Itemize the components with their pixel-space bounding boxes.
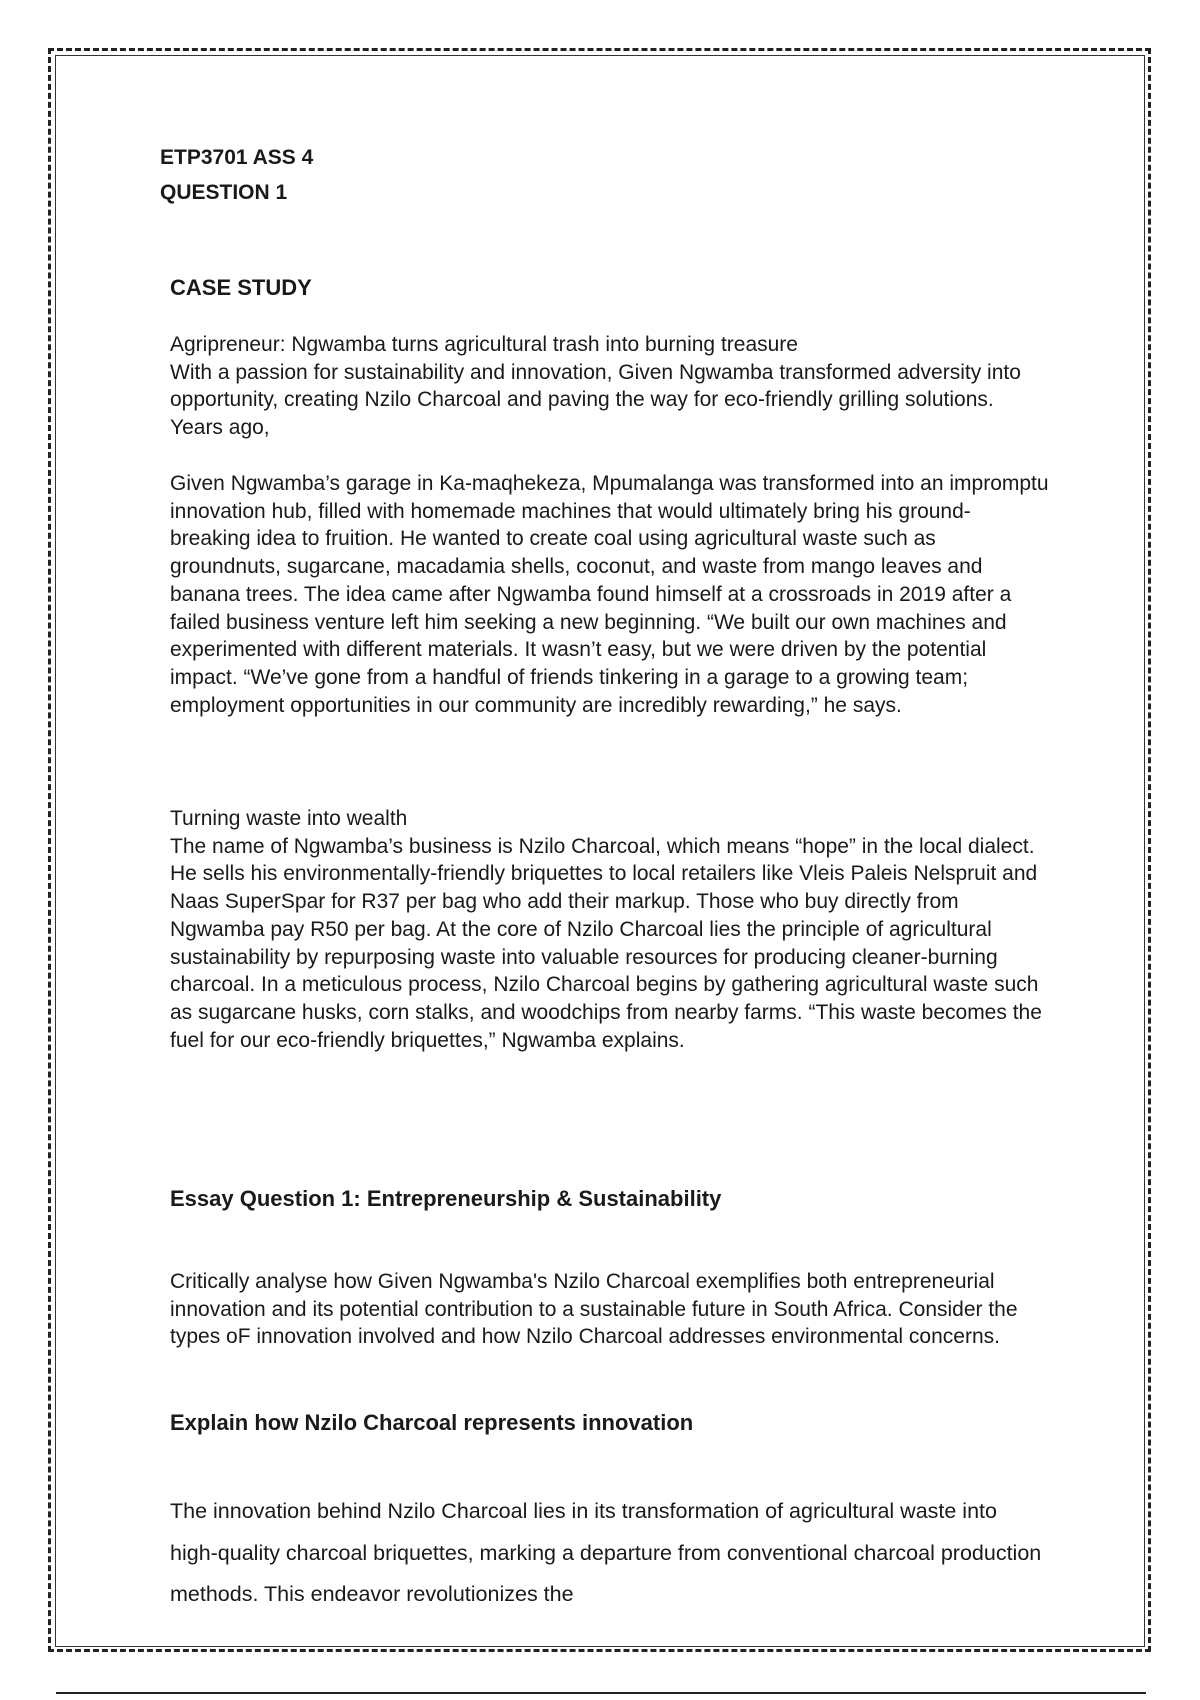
case-study-paragraph-2 <box>170 470 1050 719</box>
case-study-intro <box>170 331 1050 442</box>
question-label: QUESTION 1 <box>160 181 288 204</box>
case-study-paragraph-3 <box>170 805 1050 1054</box>
case-study-heading: CASE STUDY <box>170 275 312 300</box>
essay-prompt <box>170 1268 1050 1351</box>
section-title-waste-wealth: Turning waste into wealth <box>170 807 408 830</box>
business-paragraph: The name of Ngwamba’s business is Nzilo Charcoal, which means “hope” in the local dialect. He sells his environmentally-friendly briquettes to local retailers like Vleis Paleis Nelspruit and Naas SuperSpar for R37 per bag who add their markup. Those who buy directly from Ngwamba pay R50 per bag. At the core of Nzilo Charcoal lies the principle of agricultural sustainability by repurposing waste into valuable resources for producing cleaner-burning charcoal. In a meticulous process, Nzilo Charcoal begins by gathering agricultural waste such as sugarcane husks, corn stalks, and woodchips from nearby farms. “This waste becomes the fuel for our eco-friendly briquettes,” Ngwamba explains. <box>170 834 1042 1052</box>
intro-paragraph: With a passion for sustainability and innovation, Given Ngwamba transformed adversity into opportunity, creating Nzilo Charcoal and paving the way for eco-friendly grilling solutions. Years ago, <box>170 360 1021 440</box>
essay-question-heading: Essay Question 1: Entrepreneurship & Sustainability <box>170 1186 722 1211</box>
essay-answer-text: The innovation behind Nzilo Charcoal lies in its transformation of agricultural waste into high-quality charcoal briquettes, marking a departure from conventional charcoal production methods. This endeavor revolutionizes the <box>170 1499 1042 1606</box>
essay-prompt-text: Critically analyse how Given Ngwamba's Nzilo Charcoal exemplifies both entrepreneurial innovation and its potential contribution to a sustainable future in South Africa. Consider the types oF innovation involved and how Nzilo Charcoal addresses environmental concerns. <box>170 1270 1018 1349</box>
course-code: ETP3701 ASS 4 <box>160 146 314 169</box>
explain-innovation-heading: Explain how Nzilo Charcoal represents innovation <box>170 1410 694 1435</box>
article-title: Agripreneur: Ngwamba turns agricultural trash into burning treasure <box>170 333 798 356</box>
essay-answer <box>170 1491 1050 1616</box>
garage-paragraph: Given Ngwamba’s garage in Ka-maqhekeza, Mpumalanga was transformed into an impromptu innovation hub, filled with homemade machines that would ultimately bring his ground-breaking idea to fruition. He wanted to create coal using agricultural waste such as groundnuts, sugarcane, macadamia shells, coconut, and waste from mango leaves and banana trees. The idea came after Ngwamba found himself at a crossroads in 2019 after a failed business venture left him seeking a new beginning. “We built our own machines and experimented with different materials. It wasn’t easy, but we were driven by the potential impact. “We’ve gone from a handful of friends tinkering in a garage to a growing team; employment opportunities in our community are incredibly rewarding,” he says. <box>170 472 1049 717</box>
